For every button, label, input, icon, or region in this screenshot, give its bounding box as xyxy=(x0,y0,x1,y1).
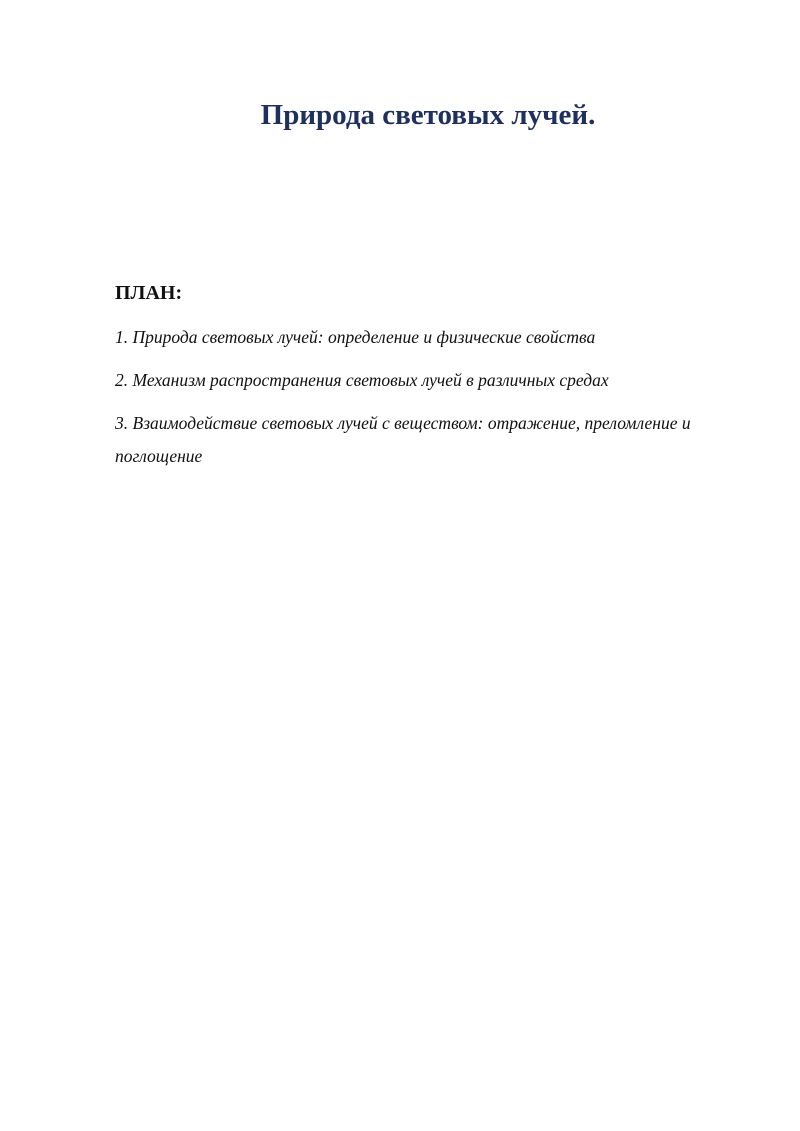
plan-item-3: 3. Взаимодействие световых лучей с веществом: отражение, преломление и поглощение xyxy=(115,413,691,466)
plan-heading: ПЛАН: xyxy=(115,282,183,304)
document-title: Природа световых лучей. xyxy=(260,99,596,132)
plan-item-2: 2. Механизм распространения световых лучей в различных средах xyxy=(115,370,609,390)
plan-item-1: 1. Природа световых лучей: определение и физические свойства xyxy=(115,327,596,347)
plan-list xyxy=(115,321,740,483)
